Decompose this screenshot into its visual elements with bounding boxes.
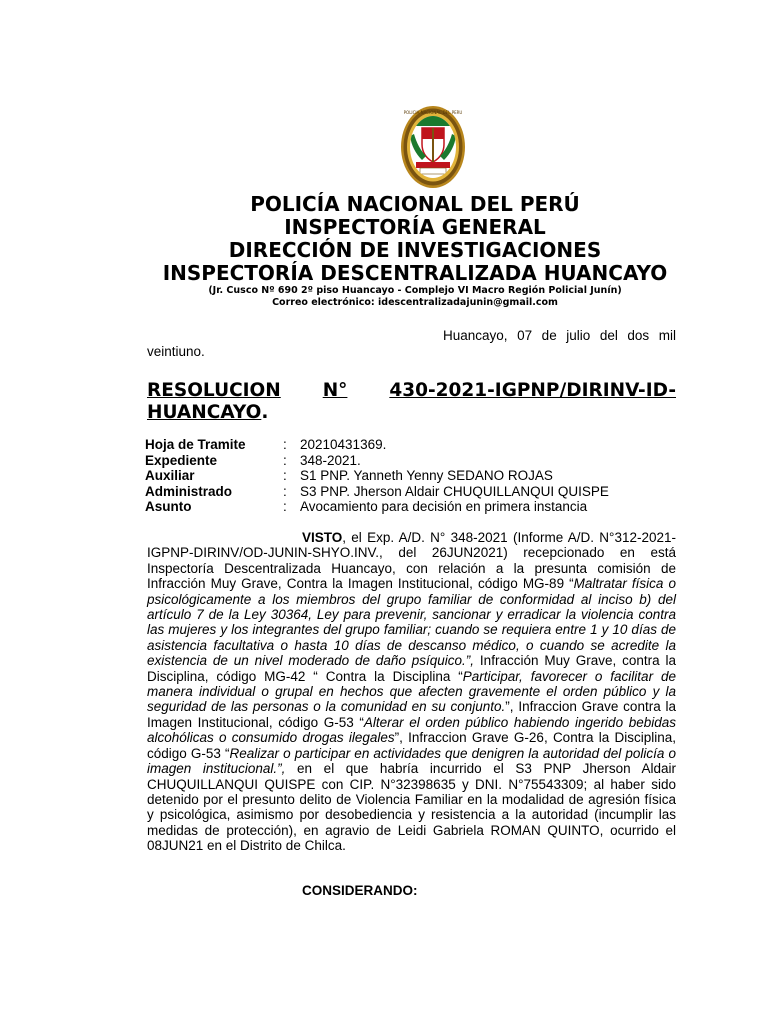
meta-value: Avocamiento para decisión en primera instancia: [300, 499, 588, 514]
date-line-1: Huancayo, 07 de julio del dos mil: [443, 328, 676, 343]
header-line-3: DIRECCIÓN DE INVESTIGACIONES: [228, 238, 602, 262]
visto-label: VISTO: [302, 530, 343, 545]
metadata-table: [145, 437, 609, 515]
resolution-period: .: [261, 402, 269, 423]
visto-quote-3: Alterar el orden público habiendo ingerido bebidas alcohólicas o consumido drogas ilegales: [147, 714, 676, 746]
meta-row: [145, 453, 609, 469]
meta-key: Hoja de Tramite: [145, 437, 246, 452]
visto-quote-1: Maltratar física o psicológicamente a los miembros del grupo familiar de conformidad al inciso b) del artículo 7 de la Ley 30364, Ley para prevenir, sancionar y erradicar la violencia contra las mujeres y los integrantes del grupo familiar; cuando se requiera entre 1 y 10 días de asistencia facultativa o hasta 10 días de descanso médico, o cuando se acredite la existencia de un nivel moderado de daño psíquico.”,: [147, 576, 677, 669]
header-line-4: INSPECTORÍA DESCENTRALIZADA HUANCAYO: [162, 261, 668, 285]
considerando-heading: CONSIDERANDO:: [302, 883, 418, 898]
visto-text-5: en el que habría incurrido el S3 PNP Jherson Aldair CHUQUILLANQUI QUISPE con CIP. N°32398635 y DNI. N°75543309; al haber sido detenido por el presunto delito de Violencia Familiar en la modalidad de agresión física y psicológica, asimismo por desobediencia y resistencia a la autoridad (incumplir las medidas de protección), en agravio de Leidi Gabriela ROMAN QUINTO, ocurrido el 08JUN21 en el Distrito de Chilca.: [147, 761, 676, 854]
meta-sep: :: [283, 468, 287, 483]
meta-sep: :: [283, 483, 287, 499]
visto-paragraph: [147, 530, 676, 854]
header-email: Correo electrónico: idescentralizadajunin@gmail.com: [272, 297, 558, 308]
resolution-number: 430-2021-IGPNP/DIRINV-ID-: [389, 380, 676, 401]
meta-row: [145, 484, 609, 500]
date-block: [147, 328, 676, 360]
meta-key: Administrado: [145, 483, 233, 499]
meta-value: 348-2021.: [300, 452, 361, 468]
meta-key: Expediente: [145, 452, 218, 468]
resolution-word-2: N°: [322, 380, 348, 401]
meta-value: S3 PNP. Jherson Aldair CHUQUILLANQUI QUISPE: [300, 483, 609, 499]
header-line-2: INSPECTORÍA GENERAL: [284, 215, 546, 239]
visto-text-2: Infracción Muy Grave, contra la Disciplina, código MG-42 “ Contra la Disciplina “: [147, 653, 677, 684]
meta-sep: :: [283, 452, 287, 468]
meta-row: [145, 499, 609, 515]
resolution-word-1: RESOLUCION: [147, 380, 281, 401]
header-address: (Jr. Cusco Nº 690 2º piso Huancayo - Complejo VI Macro Región Policial Junín): [208, 285, 622, 296]
meta-key: Auxiliar: [145, 468, 195, 483]
meta-sep: :: [283, 499, 287, 514]
visto-quote-4: Realizar o participar en actividades que denigren la autoridad del policía o imagen institucional.”,: [147, 745, 677, 777]
meta-row: [145, 468, 609, 484]
meta-key: Asunto: [145, 499, 192, 514]
visto-text-1: , el Exp. A/D. N° 348-2021 (Informe A/D. N°312-2021-IGPNP-DIRINV/OD-JUNIN-SHYO.INV., del 26JUN2021) recepcionado en está Inspectoría Descentralizada Huancayo, con relación a la presunta comisión de Infracción Muy Grave, Contra la Imagen Institucional, código MG-89 “: [147, 530, 676, 592]
visto-text-4: ”, Infraccion Grave G-26, Contra la Disciplina, código G-53 “: [147, 730, 676, 761]
meta-value: S1 PNP. Yanneth Yenny SEDANO ROJAS: [300, 468, 553, 483]
visto-quote-2: Participar, favorecer o facilitar de manera individual o grupal en hechos que afecten gravemente el orden público y la seguridad de las personas o la comunidad en su conjunto.: [147, 668, 676, 715]
visto-text-3: ”, Infraccion Grave contra la Imagen Institucional, código G-53 “: [147, 699, 676, 730]
resolution-line-2: HUANCAYO: [147, 402, 262, 423]
emblem-text: POLICIA NACIONAL DEL PERU: [403, 110, 463, 115]
meta-sep: :: [283, 437, 287, 452]
header-line-1: POLICÍA NACIONAL DEL PERÚ: [250, 192, 580, 216]
meta-value: 20210431369.: [300, 437, 387, 452]
policia-nacional-crest-icon: [400, 104, 466, 190]
resolution-title: [147, 380, 676, 424]
meta-row: [145, 437, 609, 453]
date-line-2: veintiuno.: [147, 344, 205, 360]
